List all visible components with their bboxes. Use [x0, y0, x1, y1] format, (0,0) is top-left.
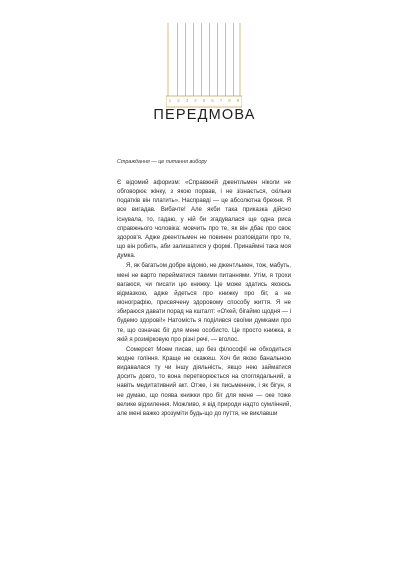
- body-text: [117, 179, 291, 420]
- ornament-number: 4: [194, 98, 197, 103]
- ornament-number: 7: [219, 98, 223, 103]
- paragraph: Сомерсет Моем писав, що без філософії не обходиться жодне гоління. Краще не скажеш. Хоч би якою банальною видавалася ту чи іншу діяльність, якщо нею займатися досить довго, то вона перетворюється на споглядальний, а навіть медитативний акт. Отже, і як письменник, і як бігун, я не думаю, що поява книжки про біг для мене — оке тоже велике відхилення. Можливо, я від природи надто сумлінний, але мені важко зрозуміти будь-що до пуття, не виклавши: [117, 346, 291, 417]
- ornament-number: 3: [185, 98, 189, 103]
- paragraph: Я, як багатьом добре відомо, не джентльмен, тож, мабуть, мені не варто перейматися такими питаннями. Утім, я трохи вагаюся, чи писати цю книжку. Це може здатись якоюсь відмазкою, адже йдеться про книжку про біг, а не монографію, присвячену здоровому способу життя. Я не збираюся давати порад на кшталт: «О'кей, бігаймо щодня — і будемо здорові!» Натомість я поділився своїми думками про те, що означає біг для мене особисто. Це просто книжка, в якій я розмірковую про різні речі, — вголос.: [117, 263, 291, 343]
- ornament-number: 1: [168, 98, 172, 103]
- paragraph: Є відомий афоризм: «Справжній джентльмен ніколи не обговорює жінку, з якою порвав, і не зізнається, скільки податків він платить». Насправді — це абсолютна брехня. Я все вигадав. Вибачте! Але якби така приказка дійсно існувала, то, гадаю, у ній би згадувалася ще одна риса справжнього чоловіка: мовчить про те, як він дбає про своє здоров'я. Адже джентльмен не повинен розповідати про те, що він робить, аби залишатися у формі. Принаймні така моя думка.: [117, 180, 291, 260]
- page-title: ПЕРЕДМОВА: [153, 107, 256, 123]
- ornament-number: 5: [202, 98, 206, 103]
- ornament-number: 6: [211, 98, 214, 103]
- ornament-number: 2: [177, 98, 180, 103]
- ornament-number: 9: [236, 98, 240, 103]
- epigraph: Страждання — це питання вибору: [117, 159, 207, 165]
- ornament-number: 8: [228, 98, 231, 103]
- ornament-numbers: [166, 96, 242, 105]
